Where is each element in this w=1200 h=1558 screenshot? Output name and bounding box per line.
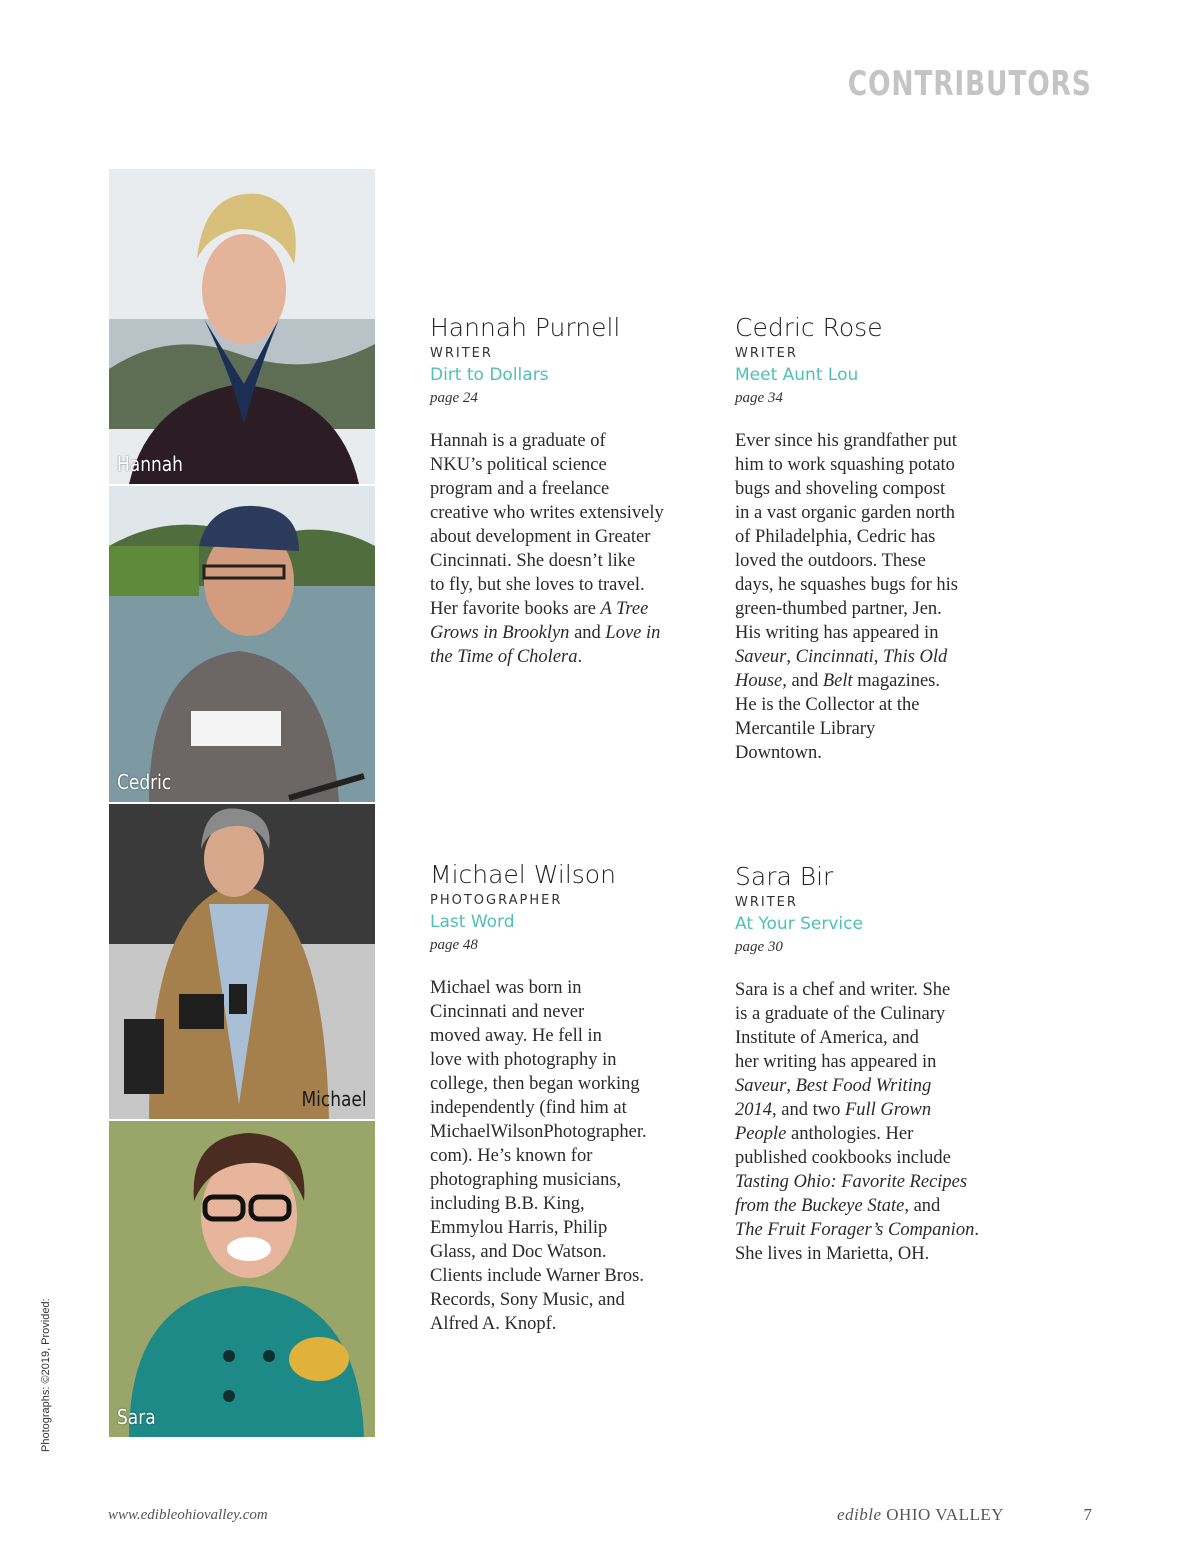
contributor-name: Cedric Rose xyxy=(735,313,883,342)
contributor-photo-sara xyxy=(109,1121,375,1437)
contributor-name: Sara Bir xyxy=(735,862,834,891)
contributor-bio: Hannah is a graduate of NKU’s political science program and a freelance creative who writes extensively about development in Greater Cincinnati. She doesn’t like to fly, but she loves to travel. Her favorite books are A Tree Grows in Brooklyn and Love in the Time of Cholera. xyxy=(430,431,664,667)
contributor-name: Michael Wilson xyxy=(430,860,616,889)
contributor-role: PHOTOGRAPHER xyxy=(430,893,563,908)
story-link[interactable]: Dirt to Dollars xyxy=(430,365,549,385)
portrait-image xyxy=(109,804,375,1119)
contributor-sara xyxy=(735,862,985,1266)
contributor-role: WRITER xyxy=(735,346,798,361)
contributor-bio: Ever since his grandfather put him to work squashing potato bugs and shoveling compost in a vast organic garden north of Philadelphia, Cedric has loved the outdoors. These days, he squashes bugs for his green-thumbed partner, Jen. His writing has appeared in Saveur, Cincinnati, This Old House, and Belt magazines. He is the Collector at the Mercantile Library Downtown. xyxy=(735,431,959,763)
contributor-name: Hannah Purnell xyxy=(430,313,621,342)
photo-label: Sara xyxy=(117,1405,156,1429)
footer-brand: edible OHIO VALLEY xyxy=(836,1505,1004,1524)
page-reference: page 30 xyxy=(735,939,783,955)
page-reference: page 48 xyxy=(430,937,478,953)
story-link[interactable]: Meet Aunt Lou xyxy=(735,365,859,385)
page-number: 7 xyxy=(1083,1505,1092,1524)
story-link[interactable]: Last Word xyxy=(430,912,515,932)
contributor-cedric xyxy=(735,313,985,765)
page-reference: page 34 xyxy=(735,390,783,406)
section-title: CONTRIBUTORS xyxy=(848,64,1092,104)
contributor-photo-michael xyxy=(109,804,375,1119)
contributor-hannah xyxy=(430,313,680,669)
story-link[interactable]: At Your Service xyxy=(735,914,863,934)
contributor-role: WRITER xyxy=(735,895,798,910)
contributor-bio: Sara is a chef and writer. She is a graduate of the Culinary Institute of America, and her writing has appeared in Saveur, Best Food Writing 2014, and two Full Grown People anthologies. Her published cookbooks include Tasting Ohio: Favorite Recipes from the Buckeye State, and The Fruit Forager’s Companion. She lives in Marietta, OH. xyxy=(735,980,979,1264)
photo-label: Cedric xyxy=(117,770,172,794)
photo-label: Hannah xyxy=(117,452,183,476)
portrait-image xyxy=(109,169,375,484)
page-reference: page 24 xyxy=(430,390,478,406)
portrait-image xyxy=(109,1121,375,1437)
contributor-michael xyxy=(430,860,680,1336)
portrait-image xyxy=(109,486,375,802)
photo-credit: Photographs: ©2019, Provided: xyxy=(40,1298,52,1452)
contributor-role: WRITER xyxy=(430,346,493,361)
contributor-photo-cedric xyxy=(109,486,375,802)
footer-url[interactable]: www.edibleohiovalley.com xyxy=(108,1507,268,1523)
contributor-bio: Michael was born in Cincinnati and never moved away. He fell in love with photography in college, then began working independently (find him at MichaelWilsonPhotographer. com). He’s known for photographing musicians, including B.B. King, Emmylou Harris, Philip Glass, and Doc Watson. Clients include Warner Bros. Records, Sony Music, and Alfred A. Knopf. xyxy=(430,978,647,1334)
contributor-photo-hannah xyxy=(109,169,375,484)
photo-label: Michael xyxy=(301,1087,367,1111)
